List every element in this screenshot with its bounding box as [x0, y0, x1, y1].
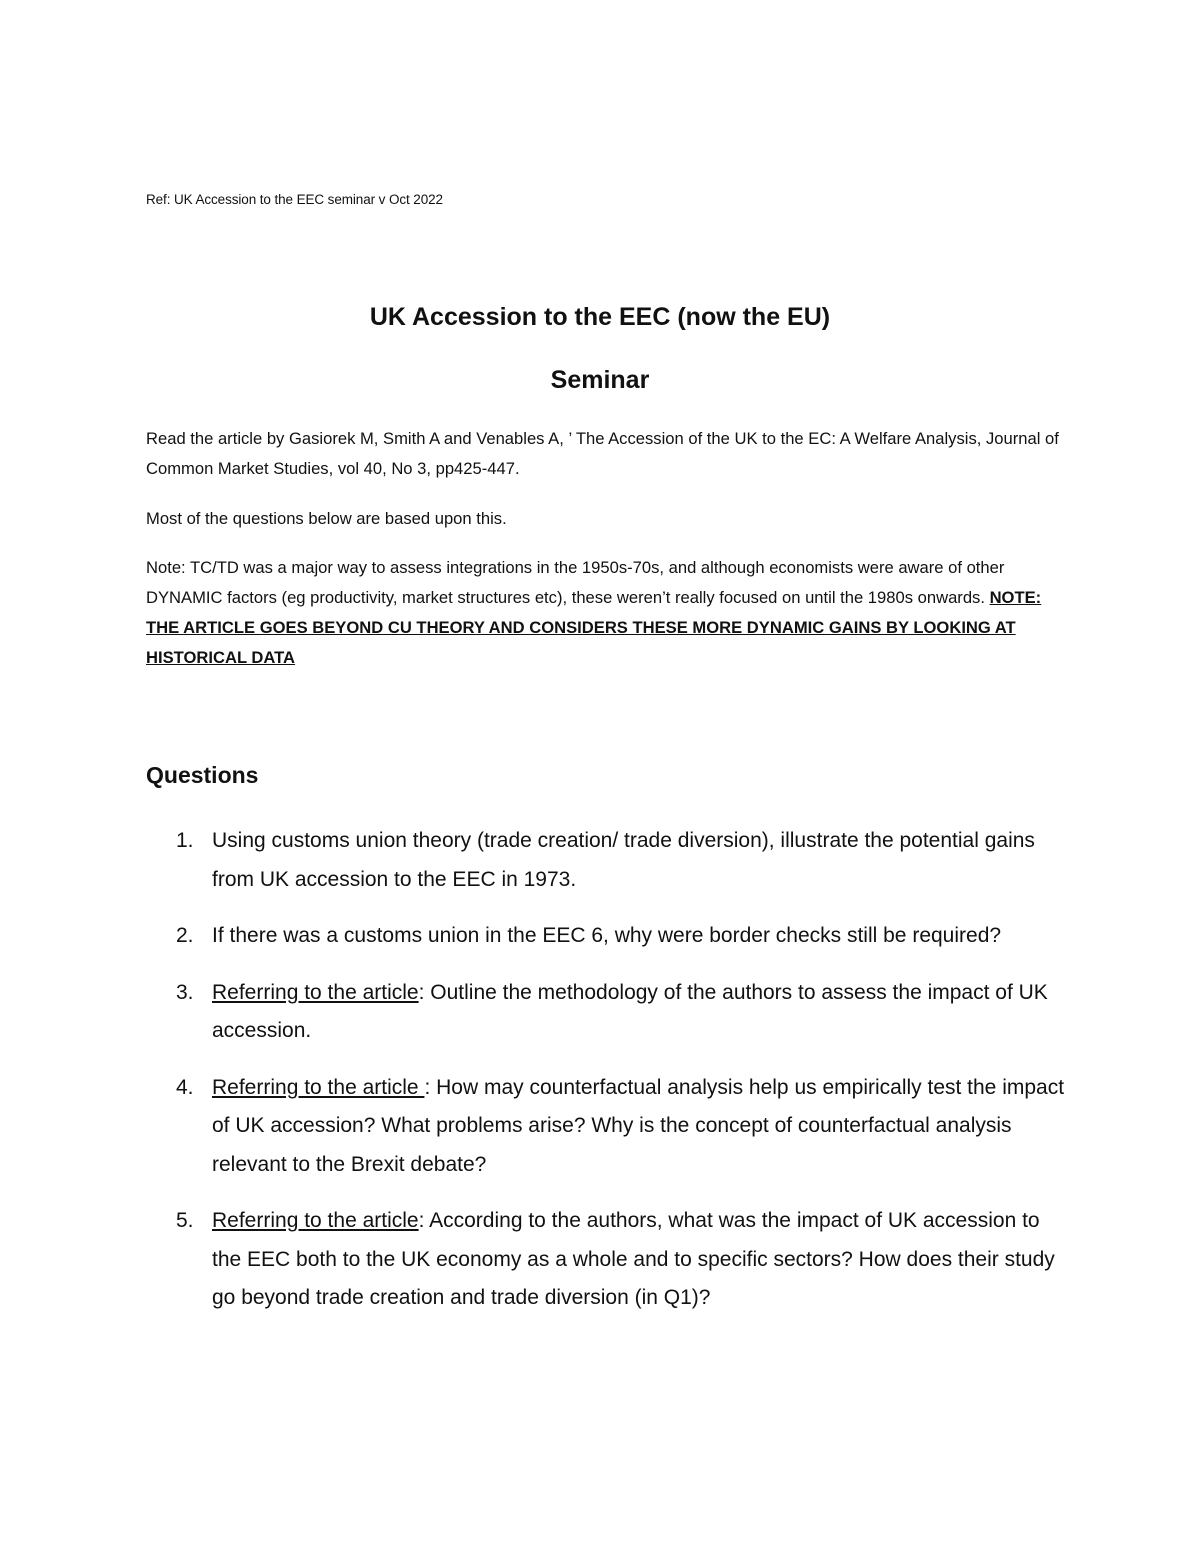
question-text: : Outline the methodology of the authors to assess the impact of UK accession. — [212, 980, 1048, 1042]
question-item — [146, 974, 1066, 1051]
question-text: Using customs union theory (trade creation/ trade diversion), illustrate the potential gains from UK accession to the EEC in 1973. — [212, 829, 1035, 891]
article-emphasis-note: NOTE: THE ARTICLE GOES BEYOND CU THEORY AND CONSIDERS THESE MORE DYNAMIC GAINS BY LOOKING AT HISTORICAL DATA — [146, 588, 1042, 667]
document-subtitle: Seminar — [550, 366, 650, 394]
question-article-reference: Referring to the article — [212, 1209, 419, 1232]
tc-td-note — [146, 553, 1066, 673]
question-text: : According to the authors, what was the impact of UK accession to the EEC both to the UK economy as a whole and to specific sectors? How does their study go beyond trade creation and trade diversion (in Q1)? — [212, 1209, 1055, 1309]
questions-list — [146, 822, 1066, 1336]
tc-td-note-text: Note: TC/TD was a major way to assess integrations in the 1950s-70s, and although economists were aware of other DYNAMIC factors (eg productivity, market structures etc), these weren’t really focused on until the 1980s onwards. — [146, 558, 1005, 607]
question-article-reference: Referring to the article — [212, 980, 419, 1004]
question-item — [146, 1069, 1066, 1185]
question-number: 5. — [176, 1209, 194, 1232]
question-item — [146, 917, 1066, 956]
based-on-note: Most of the questions below are based upon this. — [146, 509, 507, 528]
question-number: 3. — [176, 980, 194, 1004]
question-text: : How may counterfactual analysis help us empirically test the impact of UK accession? What problems arise? Why is the concept of counterfactual analysis relevant to the Brexit debate? — [212, 1075, 1065, 1176]
question-number: 4. — [176, 1075, 194, 1099]
document-title: UK Accession to the EEC (now the EU) — [369, 303, 831, 331]
question-item — [146, 822, 1066, 899]
questions-heading: Questions — [146, 762, 259, 788]
reading-instruction: Read the article by Gasiorek M, Smith A and Venables A, ’ The Accession of the UK to the EC: A Welfare Analysis, Journal of Common Market Studies, vol 40, No 3, pp425-447. — [146, 429, 1059, 478]
question-number: 1. — [176, 829, 194, 852]
question-article-reference: Referring to the article — [212, 1075, 425, 1099]
question-number: 2. — [176, 924, 194, 947]
document-reference: Ref: UK Accession to the EEC seminar v Oct 2022 — [146, 192, 443, 207]
question-item — [146, 1202, 1066, 1318]
question-text: If there was a customs union in the EEC 6, why were border checks still be required? — [212, 924, 1002, 947]
